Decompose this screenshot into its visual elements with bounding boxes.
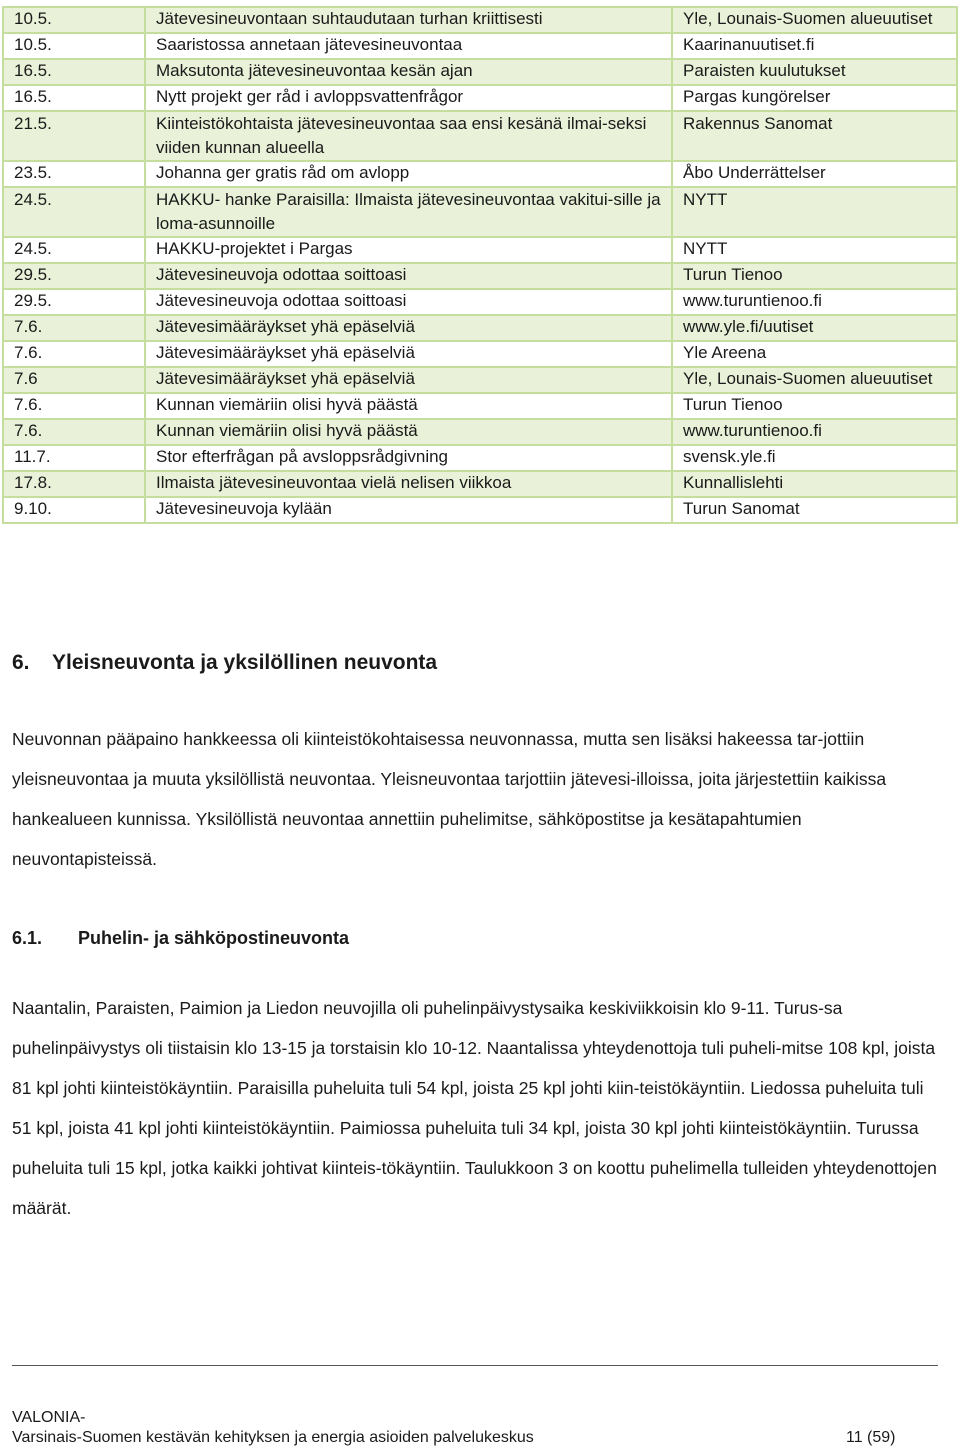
table-row bbox=[3, 33, 957, 59]
table-row bbox=[3, 7, 957, 33]
date-cell: 23.5. bbox=[3, 161, 145, 187]
title-cell: HAKKU-projektet i Pargas bbox=[145, 237, 672, 263]
date-cell: 10.5. bbox=[3, 33, 145, 59]
date-cell: 7.6. bbox=[3, 315, 145, 341]
source-cell: Yle, Lounais-Suomen alueuutiset bbox=[672, 367, 957, 393]
date-cell: 7.6. bbox=[3, 341, 145, 367]
date-cell: 10.5. bbox=[3, 7, 145, 33]
date-cell: 11.7. bbox=[3, 445, 145, 471]
source-cell: Turun Sanomat bbox=[672, 497, 957, 523]
title-cell: Jätevesineuvontaan suhtaudutaan turhan kriittisesti bbox=[145, 7, 672, 33]
section-6-number: 6. bbox=[12, 651, 30, 674]
table-row bbox=[3, 263, 957, 289]
title-cell: Kiinteistökohtaista jätevesineuvontaa saa ensi kesänä ilmai-seksi viiden kunnan alueella bbox=[145, 111, 672, 161]
date-cell: 7.6 bbox=[3, 367, 145, 393]
date-cell: 7.6. bbox=[3, 393, 145, 419]
footer-line-1: VALONIA- bbox=[12, 1409, 86, 1426]
source-cell: Turun Tienoo bbox=[672, 393, 957, 419]
footer-divider bbox=[12, 1365, 938, 1366]
source-cell: Åbo Underrättelser bbox=[672, 161, 957, 187]
source-cell: NYTT bbox=[672, 237, 957, 263]
table-row bbox=[3, 471, 957, 497]
table-row bbox=[3, 419, 957, 445]
title-cell: Jätevesineuvoja odottaa soittoasi bbox=[145, 263, 672, 289]
date-cell: 17.8. bbox=[3, 471, 145, 497]
title-cell: Maksutonta jätevesineuvontaa kesän ajan bbox=[145, 59, 672, 85]
title-cell: Kunnan viemäriin olisi hyvä päästä bbox=[145, 393, 672, 419]
section-6-1-title: Puhelin- ja sähköpostineuvonta bbox=[78, 928, 350, 948]
title-cell: Jätevesimääräykset yhä epäselviä bbox=[145, 341, 672, 367]
date-cell: 24.5. bbox=[3, 187, 145, 237]
footer-organization bbox=[12, 1408, 534, 1448]
title-cell: Jätevesineuvoja kylään bbox=[145, 497, 672, 523]
source-cell: Rakennus Sanomat bbox=[672, 111, 957, 161]
title-cell: Stor efterfrågan på avsloppsrådgivning bbox=[145, 445, 672, 471]
title-cell: Ilmaista jätevesineuvontaa vielä nelisen viikkoa bbox=[145, 471, 672, 497]
title-cell: Nytt projekt ger råd i avloppsvattenfrågor bbox=[145, 85, 672, 111]
section-6-1-paragraph: Naantalin, Paraisten, Paimion ja Liedon neuvojilla oli puhelinpäivystysaika keskiviikkoisin klo 9-11. Turus-sa puhelinpäivystys oli tiistaisin klo 13-15 ja torstaisin klo 10-12. Naantalissa yhteydenottoja tuli puheli-mitse 108 kpl, joista 81 kpl johti kiinteistökäyntiin. Paraisilla puheluita tuli 54 kpl, joista 25 kpl johti kiin-teistökäyntiin. Liedossa puheluita tuli 51 kpl, joista 41 kpl johti kiinteistökäyntiin. Paimiossa puheluita tuli 34 kpl, joista 30 kpl johti kiinteistökäyntiin. Turussa puheluita tuli 15 kpl, jotka kaikki johtivat kiinteis-tökäyntiin. Taulukkoon 3 on koottu puhelimella tulleiden yhteydenottojen määrät. bbox=[12, 998, 937, 1218]
source-cell: www.turuntienoo.fi bbox=[672, 419, 957, 445]
table-row bbox=[3, 187, 957, 237]
source-cell: Pargas kungörelser bbox=[672, 85, 957, 111]
table-row bbox=[3, 237, 957, 263]
media-coverage-table bbox=[2, 6, 958, 524]
table-row bbox=[3, 367, 957, 393]
title-cell: Jätevesineuvoja odottaa soittoasi bbox=[145, 289, 672, 315]
table-row bbox=[3, 111, 957, 161]
date-cell: 29.5. bbox=[3, 289, 145, 315]
table-row bbox=[3, 497, 957, 523]
title-cell: HAKKU- hanke Paraisilla: Ilmaista jätevesineuvontaa vakitui-sille ja loma-asunnoille bbox=[145, 187, 672, 237]
table-row bbox=[3, 85, 957, 111]
section-6-title: Yleisneuvonta ja yksilöllinen neuvonta bbox=[52, 651, 438, 674]
table-row bbox=[3, 161, 957, 187]
title-cell: Kunnan viemäriin olisi hyvä päästä bbox=[145, 419, 672, 445]
source-cell: Kaarinanuutiset.fi bbox=[672, 33, 957, 59]
date-cell: 21.5. bbox=[3, 111, 145, 161]
table-row bbox=[3, 315, 957, 341]
source-cell: Paraisten kuulutukset bbox=[672, 59, 957, 85]
source-cell: Yle, Lounais-Suomen alueuutiset bbox=[672, 7, 957, 33]
table-row bbox=[3, 341, 957, 367]
table-row bbox=[3, 445, 957, 471]
table-row bbox=[3, 393, 957, 419]
date-cell: 9.10. bbox=[3, 497, 145, 523]
date-cell: 16.5. bbox=[3, 59, 145, 85]
title-cell: Saaristossa annetaan jätevesineuvontaa bbox=[145, 33, 672, 59]
title-cell: Jätevesimääräykset yhä epäselviä bbox=[145, 315, 672, 341]
source-cell: Yle Areena bbox=[672, 341, 957, 367]
table-row bbox=[3, 289, 957, 315]
section-6-paragraph: Neuvonnan pääpaino hankkeessa oli kiinteistökohtaisessa neuvonnassa, mutta sen lisäksi hakeessa tar-jottiin yleisneuvontaa ja muuta yksilöllistä neuvontaa. Yleisneuvontaa tarjottiin jätevesi-illoissa, joita järjestettiin kaikissa hankealueen kunnissa. Yksilöllistä neuvontaa annettiin puhelimitse, sähköpostitse ja kesätapahtumien neuvontapisteissä. bbox=[12, 729, 887, 869]
title-cell: Johanna ger gratis råd om avlopp bbox=[145, 161, 672, 187]
page-number: 11 (59) bbox=[846, 1429, 896, 1446]
source-cell: www.yle.fi/uutiset bbox=[672, 315, 957, 341]
section-6-1-number: 6.1. bbox=[12, 928, 43, 948]
source-cell: NYTT bbox=[672, 187, 957, 237]
source-cell: www.turuntienoo.fi bbox=[672, 289, 957, 315]
title-cell: Jätevesimääräykset yhä epäselviä bbox=[145, 367, 672, 393]
section-6-1-heading bbox=[12, 928, 349, 949]
section-6-heading bbox=[12, 651, 437, 675]
source-cell: Turun Tienoo bbox=[672, 263, 957, 289]
date-cell: 24.5. bbox=[3, 237, 145, 263]
date-cell: 16.5. bbox=[3, 85, 145, 111]
footer-line-2: Varsinais-Suomen kestävän kehityksen ja energia asioiden palvelukeskus bbox=[12, 1429, 534, 1446]
source-cell: svensk.yle.fi bbox=[672, 445, 957, 471]
table-row bbox=[3, 59, 957, 85]
source-cell: Kunnallislehti bbox=[672, 471, 957, 497]
date-cell: 7.6. bbox=[3, 419, 145, 445]
date-cell: 29.5. bbox=[3, 263, 145, 289]
